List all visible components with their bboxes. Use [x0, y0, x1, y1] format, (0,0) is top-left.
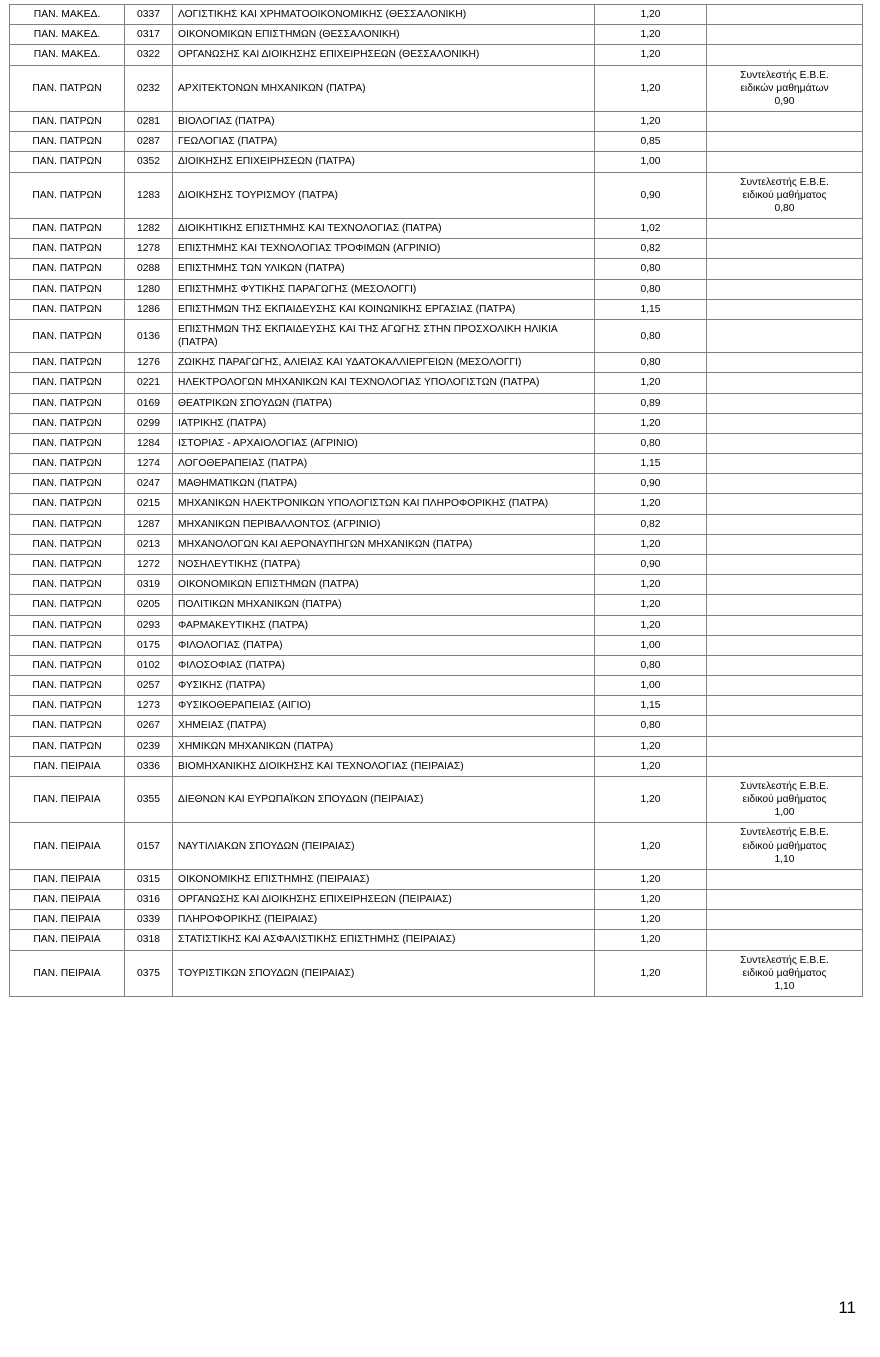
- institution-cell: ΠΑΝ. ΠΑΤΡΩΝ: [10, 736, 125, 756]
- coefficient-cell: 1,20: [595, 756, 707, 776]
- department-name-cell: ΕΠΙΣΤΗΜΗΣ ΦΥΤΙΚΗΣ ΠΑΡΑΓΩΓΗΣ (ΜΕΣΟΛΟΓΓΙ): [173, 279, 595, 299]
- coefficient-cell: 1,15: [595, 299, 707, 319]
- table-row: [10, 474, 863, 494]
- table-row: [10, 172, 863, 219]
- remarks-cell: [707, 575, 863, 595]
- remarks-cell: [707, 776, 863, 823]
- department-code-cell: 0157: [125, 823, 173, 870]
- department-code-cell: 0215: [125, 494, 173, 514]
- remarks-cell: [707, 65, 863, 112]
- coefficient-cell: 1,20: [595, 930, 707, 950]
- department-name-cell: ΠΟΛΙΤΙΚΩΝ ΜΗΧΑΝΙΚΩΝ (ΠΑΤΡΑ): [173, 595, 595, 615]
- remarks-cell: [707, 716, 863, 736]
- institution-cell: ΠΑΝ. ΠΕΙΡΑΙΑ: [10, 869, 125, 889]
- remarks-line: 0,80: [774, 202, 795, 214]
- institution-cell: ΠΑΝ. ΠΑΤΡΩΝ: [10, 494, 125, 514]
- table-row: [10, 279, 863, 299]
- table-row: [10, 635, 863, 655]
- table-row: [10, 25, 863, 45]
- department-name-cell: ΕΠΙΣΤΗΜΩΝ ΤΗΣ ΕΚΠΑΙΔΕΥΣΗΣ ΚΑΙ ΚΟΙΝΩΝΙΚΗΣ ΕΡΓΑΣΙΑΣ (ΠΑΤΡΑ): [173, 299, 595, 319]
- coefficient-cell: 0,80: [595, 433, 707, 453]
- department-code-cell: 0287: [125, 132, 173, 152]
- remarks-cell: [707, 534, 863, 554]
- coefficient-cell: 1,00: [595, 676, 707, 696]
- department-code-cell: 0316: [125, 890, 173, 910]
- table-row: [10, 910, 863, 930]
- table-row: [10, 890, 863, 910]
- department-name-cell: ΦΥΣΙΚΗΣ (ΠΑΤΡΑ): [173, 676, 595, 696]
- institution-cell: ΠΑΝ. ΠΑΤΡΩΝ: [10, 514, 125, 534]
- institution-cell: ΠΑΝ. ΠΕΙΡΑΙΑ: [10, 910, 125, 930]
- table-row: [10, 756, 863, 776]
- coefficient-cell: 1,20: [595, 823, 707, 870]
- department-name-cell: ΙΣΤΟΡΙΑΣ - ΑΡΧΑΙΟΛΟΓΙΑΣ (ΑΓΡΙΝΙΟ): [173, 433, 595, 453]
- institution-cell: ΠΑΝ. ΠΕΙΡΑΙΑ: [10, 950, 125, 997]
- table-row: [10, 575, 863, 595]
- remarks-cell: [707, 299, 863, 319]
- coefficient-cell: 0,80: [595, 279, 707, 299]
- department-name-cell: ΕΠΙΣΤΗΜΗΣ ΚΑΙ ΤΕΧΝΟΛΟΓΙΑΣ ΤΡΟΦΙΜΩΝ (ΑΓΡΙΝΙΟ): [173, 239, 595, 259]
- institution-cell: ΠΑΝ. ΠΕΙΡΑΙΑ: [10, 756, 125, 776]
- table-row: [10, 554, 863, 574]
- table-row: [10, 716, 863, 736]
- table-row: [10, 494, 863, 514]
- coefficient-cell: 1,20: [595, 575, 707, 595]
- table-row: [10, 65, 863, 112]
- institution-cell: ΠΑΝ. ΠΑΤΡΩΝ: [10, 534, 125, 554]
- remarks-cell: [707, 319, 863, 352]
- institution-cell: ΠΑΝ. ΠΑΤΡΩΝ: [10, 353, 125, 373]
- coefficient-cell: 0,90: [595, 474, 707, 494]
- remarks-cell: [707, 890, 863, 910]
- remarks-line: Συντελεστής Ε.Β.Ε.: [740, 780, 829, 792]
- table-row: [10, 950, 863, 997]
- table-row: [10, 299, 863, 319]
- remarks-cell: [707, 910, 863, 930]
- department-code-cell: 0375: [125, 950, 173, 997]
- remarks-cell: [707, 696, 863, 716]
- department-name-cell: ΜΗΧΑΝΟΛΟΓΩΝ ΚΑΙ ΑΕΡΟΝΑΥΠΗΓΩΝ ΜΗΧΑΝΙΚΩΝ (ΠΑΤΡΑ): [173, 534, 595, 554]
- table-row: [10, 152, 863, 172]
- remarks-line: 1,00: [774, 807, 795, 819]
- institution-cell: ΠΑΝ. ΠΑΤΡΩΝ: [10, 575, 125, 595]
- department-code-cell: 0336: [125, 756, 173, 776]
- remarks-cell: [707, 554, 863, 574]
- coefficient-cell: 1,20: [595, 736, 707, 756]
- department-code-cell: 0318: [125, 930, 173, 950]
- remarks-line: ειδικού μαθήματος: [742, 189, 827, 201]
- department-code-cell: 0102: [125, 655, 173, 675]
- institution-cell: ΠΑΝ. ΠΑΤΡΩΝ: [10, 299, 125, 319]
- department-code-cell: 0136: [125, 319, 173, 352]
- table-row: [10, 696, 863, 716]
- table-row: [10, 534, 863, 554]
- coefficient-cell: 0,80: [595, 319, 707, 352]
- institution-cell: ΠΑΝ. ΠΑΤΡΩΝ: [10, 595, 125, 615]
- coefficient-cell: 1,20: [595, 373, 707, 393]
- department-code-cell: 0247: [125, 474, 173, 494]
- department-name-cell: ΔΙΟΙΚΗΣΗΣ ΕΠΙΧΕΙΡΗΣΕΩΝ (ΠΑΤΡΑ): [173, 152, 595, 172]
- remarks-line: 0,90: [774, 95, 795, 107]
- table-row: [10, 112, 863, 132]
- institution-cell: ΠΑΝ. ΠΕΙΡΑΙΑ: [10, 776, 125, 823]
- remarks-cell: [707, 494, 863, 514]
- department-code-cell: 0257: [125, 676, 173, 696]
- table-row: [10, 615, 863, 635]
- department-name-cell: ΔΙΟΙΚΗΣΗΣ ΤΟΥΡΙΣΜΟΥ (ΠΑΤΡΑ): [173, 172, 595, 219]
- department-code-cell: 1280: [125, 279, 173, 299]
- department-code-cell: 0267: [125, 716, 173, 736]
- department-name-cell: ΑΡΧΙΤΕΚΤΟΝΩΝ ΜΗΧΑΝΙΚΩΝ (ΠΑΤΡΑ): [173, 65, 595, 112]
- remarks-line: ειδικού μαθήματος: [742, 794, 827, 806]
- institution-cell: ΠΑΝ. ΠΑΤΡΩΝ: [10, 413, 125, 433]
- remarks-cell: [707, 353, 863, 373]
- coefficient-cell: 0,82: [595, 514, 707, 534]
- department-code-cell: 0322: [125, 45, 173, 65]
- table-row: [10, 45, 863, 65]
- department-name-cell: ΦΑΡΜΑΚΕΥΤΙΚΗΣ (ΠΑΤΡΑ): [173, 615, 595, 635]
- university-departments-table: [9, 4, 863, 997]
- department-name-cell: ΦΥΣΙΚΟΘΕΡΑΠΕΙΑΣ (ΑΙΓΙΟ): [173, 696, 595, 716]
- department-code-cell: 0175: [125, 635, 173, 655]
- coefficient-cell: 0,85: [595, 132, 707, 152]
- institution-cell: ΠΑΝ. ΠΑΤΡΩΝ: [10, 319, 125, 352]
- remarks-cell: [707, 413, 863, 433]
- department-code-cell: 0232: [125, 65, 173, 112]
- department-name-cell: ΜΗΧΑΝΙΚΩΝ ΗΛΕΚΤΡΟΝΙΚΩΝ ΥΠΟΛΟΓΙΣΤΩΝ ΚΑΙ ΠΛΗΡΟΦΟΡΙΚΗΣ (ΠΑΤΡΑ): [173, 494, 595, 514]
- table-row: [10, 676, 863, 696]
- department-code-cell: 0319: [125, 575, 173, 595]
- institution-cell: ΠΑΝ. ΠΑΤΡΩΝ: [10, 676, 125, 696]
- table-row: [10, 776, 863, 823]
- coefficient-cell: 0,90: [595, 172, 707, 219]
- remarks-cell: [707, 5, 863, 25]
- remarks-cell: [707, 25, 863, 45]
- remarks-line: 1,10: [774, 980, 795, 992]
- department-code-cell: 1273: [125, 696, 173, 716]
- remarks-cell: [707, 433, 863, 453]
- table-row: [10, 373, 863, 393]
- coefficient-cell: 1,00: [595, 152, 707, 172]
- table-row: [10, 319, 863, 352]
- institution-cell: ΠΑΝ. ΠΑΤΡΩΝ: [10, 172, 125, 219]
- table-row: [10, 353, 863, 373]
- coefficient-cell: 1,20: [595, 595, 707, 615]
- coefficient-cell: 1,00: [595, 635, 707, 655]
- remarks-cell: [707, 655, 863, 675]
- remarks-cell: [707, 373, 863, 393]
- department-code-cell: 0221: [125, 373, 173, 393]
- coefficient-cell: 1,20: [595, 5, 707, 25]
- table-row: [10, 393, 863, 413]
- coefficient-cell: 1,15: [595, 696, 707, 716]
- department-name-cell: ΔΙΟΙΚΗΤΙΚΗΣ ΕΠΙΣΤΗΜΗΣ ΚΑΙ ΤΕΧΝΟΛΟΓΙΑΣ (ΠΑΤΡΑ): [173, 219, 595, 239]
- department-code-cell: 0281: [125, 112, 173, 132]
- department-name-cell: ΛΟΓΟΘΕΡΑΠΕΙΑΣ (ΠΑΤΡΑ): [173, 454, 595, 474]
- remarks-cell: [707, 279, 863, 299]
- institution-cell: ΠΑΝ. ΠΑΤΡΩΝ: [10, 615, 125, 635]
- remarks-cell: [707, 259, 863, 279]
- department-name-cell: ΟΡΓΑΝΩΣΗΣ ΚΑΙ ΔΙΟΙΚΗΣΗΣ ΕΠΙΧΕΙΡΗΣΕΩΝ (ΘΕΣΣΑΛΟΝΙΚΗ): [173, 45, 595, 65]
- department-name-cell: ΔΙΕΘΝΩΝ ΚΑΙ ΕΥΡΩΠΑΪΚΩΝ ΣΠΟΥΔΩΝ (ΠΕΙΡΑΙΑΣ): [173, 776, 595, 823]
- remarks-cell: [707, 152, 863, 172]
- coefficient-cell: 1,20: [595, 869, 707, 889]
- department-code-cell: 0299: [125, 413, 173, 433]
- department-code-cell: 0337: [125, 5, 173, 25]
- institution-cell: ΠΑΝ. ΜΑΚΕΔ.: [10, 25, 125, 45]
- department-name-cell: ΝΟΣΗΛΕΥΤΙΚΗΣ (ΠΑΤΡΑ): [173, 554, 595, 574]
- department-name-cell: ΕΠΙΣΤΗΜΗΣ ΤΩΝ ΥΛΙΚΩΝ (ΠΑΤΡΑ): [173, 259, 595, 279]
- department-name-cell: ΒΙΟΜΗΧΑΝΙΚΗΣ ΔΙΟΙΚΗΣΗΣ ΚΑΙ ΤΕΧΝΟΛΟΓΙΑΣ (ΠΕΙΡΑΙΑΣ): [173, 756, 595, 776]
- institution-cell: ΠΑΝ. ΠΑΤΡΩΝ: [10, 132, 125, 152]
- page-number: 11: [838, 1298, 856, 1317]
- table-row: [10, 132, 863, 152]
- institution-cell: ΠΑΝ. ΜΑΚΕΔ.: [10, 5, 125, 25]
- department-code-cell: 0315: [125, 869, 173, 889]
- department-name-cell: ΖΩΙΚΗΣ ΠΑΡΑΓΩΓΗΣ, ΑΛΙΕΙΑΣ ΚΑΙ ΥΔΑΤΟΚΑΛΛΙΕΡΓΕΙΩΝ (ΜΕΣΟΛΟΓΓΙ): [173, 353, 595, 373]
- table-row: [10, 259, 863, 279]
- table-row: [10, 219, 863, 239]
- remarks-cell: [707, 869, 863, 889]
- remarks-line: 1,10: [774, 853, 795, 865]
- remarks-cell: [707, 112, 863, 132]
- department-name-cell: ΧΗΜΙΚΩΝ ΜΗΧΑΝΙΚΩΝ (ΠΑΤΡΑ): [173, 736, 595, 756]
- table-row: [10, 595, 863, 615]
- table-row: [10, 413, 863, 433]
- department-name-cell: ΟΙΚΟΝΟΜΙΚΩΝ ΕΠΙΣΤΗΜΩΝ (ΠΑΤΡΑ): [173, 575, 595, 595]
- department-name-cell: ΟΙΚΟΝΟΜΙΚΗΣ ΕΠΙΣΤΗΜΗΣ (ΠΕΙΡΑΙΑΣ): [173, 869, 595, 889]
- remarks-line: ειδικών μαθημάτων: [740, 82, 829, 94]
- table-row: [10, 869, 863, 889]
- coefficient-cell: 0,90: [595, 554, 707, 574]
- coefficient-cell: 0,80: [595, 259, 707, 279]
- department-code-cell: 1286: [125, 299, 173, 319]
- remarks-cell: [707, 615, 863, 635]
- department-name-cell: ΘΕΑΤΡΙΚΩΝ ΣΠΟΥΔΩΝ (ΠΑΤΡΑ): [173, 393, 595, 413]
- department-name-cell: ΦΙΛΟΛΟΓΙΑΣ (ΠΑΤΡΑ): [173, 635, 595, 655]
- department-name-cell: ΕΠΙΣΤΗΜΩΝ ΤΗΣ ΕΚΠΑΙΔΕΥΣΗΣ ΚΑΙ ΤΗΣ ΑΓΩΓΗΣ ΣΤΗΝ ΠΡΟΣΧΟΛΙΚΗ ΗΛΙΚΙΑ (ΠΑΤΡΑ): [173, 319, 595, 352]
- department-code-cell: 0288: [125, 259, 173, 279]
- department-name-cell: ΛΟΓΙΣΤΙΚΗΣ ΚΑΙ ΧΡΗΜΑΤΟΟΙΚΟΝΟΜΙΚΗΣ (ΘΕΣΣΑΛΟΝΙΚΗ): [173, 5, 595, 25]
- institution-cell: ΠΑΝ. ΠΑΤΡΩΝ: [10, 454, 125, 474]
- department-code-cell: 1276: [125, 353, 173, 373]
- remarks-cell: [707, 172, 863, 219]
- department-name-cell: ΦΙΛΟΣΟΦΙΑΣ (ΠΑΤΡΑ): [173, 655, 595, 675]
- remarks-cell: [707, 595, 863, 615]
- institution-cell: ΠΑΝ. ΜΑΚΕΔ.: [10, 45, 125, 65]
- department-code-cell: 1282: [125, 219, 173, 239]
- institution-cell: ΠΑΝ. ΠΑΤΡΩΝ: [10, 635, 125, 655]
- coefficient-cell: 1,20: [595, 45, 707, 65]
- coefficient-cell: 1,20: [595, 890, 707, 910]
- remarks-cell: [707, 736, 863, 756]
- institution-cell: ΠΑΝ. ΠΕΙΡΑΙΑ: [10, 890, 125, 910]
- institution-cell: ΠΑΝ. ΠΑΤΡΩΝ: [10, 474, 125, 494]
- institution-cell: ΠΑΝ. ΠΑΤΡΩΝ: [10, 655, 125, 675]
- remarks-cell: [707, 930, 863, 950]
- coefficient-cell: 0,82: [595, 239, 707, 259]
- institution-cell: ΠΑΝ. ΠΑΤΡΩΝ: [10, 696, 125, 716]
- department-name-cell: ΜΗΧΑΝΙΚΩΝ ΠΕΡΙΒΑΛΛΟΝΤΟΣ (ΑΓΡΙΝΙΟ): [173, 514, 595, 534]
- institution-cell: ΠΑΝ. ΠΑΤΡΩΝ: [10, 716, 125, 736]
- coefficient-cell: 0,80: [595, 716, 707, 736]
- remarks-cell: [707, 45, 863, 65]
- coefficient-cell: 0,89: [595, 393, 707, 413]
- coefficient-cell: 1,15: [595, 454, 707, 474]
- remarks-line: Συντελεστής Ε.Β.Ε.: [740, 827, 829, 839]
- department-name-cell: ΣΤΑΤΙΣΤΙΚΗΣ ΚΑΙ ΑΣΦΑΛΙΣΤΙΚΗΣ ΕΠΙΣΤΗΜΗΣ (ΠΕΙΡΑΙΑΣ): [173, 930, 595, 950]
- department-code-cell: 1284: [125, 433, 173, 453]
- remarks-cell: [707, 474, 863, 494]
- table-row: [10, 823, 863, 870]
- remarks-line: Συντελεστής Ε.Β.Ε.: [740, 954, 829, 966]
- coefficient-cell: 1,20: [595, 615, 707, 635]
- department-name-cell: ΟΙΚΟΝΟΜΙΚΩΝ ΕΠΙΣΤΗΜΩΝ (ΘΕΣΣΑΛΟΝΙΚΗ): [173, 25, 595, 45]
- table-row: [10, 736, 863, 756]
- remarks-line: ειδικού μαθήματος: [742, 967, 827, 979]
- remarks-line: Συντελεστής Ε.Β.Ε.: [740, 69, 829, 81]
- coefficient-cell: 1,20: [595, 112, 707, 132]
- remarks-cell: [707, 635, 863, 655]
- department-code-cell: 1287: [125, 514, 173, 534]
- department-code-cell: 0293: [125, 615, 173, 635]
- department-name-cell: ΧΗΜΕΙΑΣ (ΠΑΤΡΑ): [173, 716, 595, 736]
- department-code-cell: 1278: [125, 239, 173, 259]
- institution-cell: ΠΑΝ. ΠΑΤΡΩΝ: [10, 279, 125, 299]
- coefficient-cell: 1,20: [595, 25, 707, 45]
- remarks-cell: [707, 132, 863, 152]
- institution-cell: ΠΑΝ. ΠΕΙΡΑΙΑ: [10, 823, 125, 870]
- department-code-cell: 0352: [125, 152, 173, 172]
- remarks-cell: [707, 823, 863, 870]
- institution-cell: ΠΑΝ. ΠΑΤΡΩΝ: [10, 554, 125, 574]
- remarks-cell: [707, 756, 863, 776]
- coefficient-cell: 1,20: [595, 494, 707, 514]
- remarks-cell: [707, 950, 863, 997]
- coefficient-cell: 1,20: [595, 776, 707, 823]
- department-code-cell: 0317: [125, 25, 173, 45]
- institution-cell: ΠΑΝ. ΠΑΤΡΩΝ: [10, 239, 125, 259]
- institution-cell: ΠΑΝ. ΠΑΤΡΩΝ: [10, 393, 125, 413]
- coefficient-cell: 1,20: [595, 65, 707, 112]
- remarks-cell: [707, 676, 863, 696]
- department-name-cell: ΤΟΥΡΙΣΤΙΚΩΝ ΣΠΟΥΔΩΝ (ΠΕΙΡΑΙΑΣ): [173, 950, 595, 997]
- table-row: [10, 454, 863, 474]
- institution-cell: ΠΑΝ. ΠΑΤΡΩΝ: [10, 259, 125, 279]
- department-code-cell: 1283: [125, 172, 173, 219]
- remarks-cell: [707, 219, 863, 239]
- department-name-cell: ΠΛΗΡΟΦΟΡΙΚΗΣ (ΠΕΙΡΑΙΑΣ): [173, 910, 595, 930]
- coefficient-cell: 1,02: [595, 219, 707, 239]
- department-code-cell: 0355: [125, 776, 173, 823]
- department-name-cell: ΜΑΘΗΜΑΤΙΚΩΝ (ΠΑΤΡΑ): [173, 474, 595, 494]
- coefficient-cell: 0,80: [595, 655, 707, 675]
- remarks-line: ειδικού μαθήματος: [742, 840, 827, 852]
- department-name-cell: ΙΑΤΡΙΚΗΣ (ΠΑΤΡΑ): [173, 413, 595, 433]
- institution-cell: ΠΑΝ. ΠΑΤΡΩΝ: [10, 433, 125, 453]
- institution-cell: ΠΑΝ. ΠΑΤΡΩΝ: [10, 65, 125, 112]
- table-row: [10, 930, 863, 950]
- department-name-cell: ΒΙΟΛΟΓΙΑΣ (ΠΑΤΡΑ): [173, 112, 595, 132]
- department-code-cell: 0213: [125, 534, 173, 554]
- table-row: [10, 239, 863, 259]
- remarks-cell: [707, 239, 863, 259]
- remarks-cell: [707, 393, 863, 413]
- coefficient-cell: 1,20: [595, 910, 707, 930]
- coefficient-cell: 0,80: [595, 353, 707, 373]
- department-code-cell: 1274: [125, 454, 173, 474]
- remarks-cell: [707, 454, 863, 474]
- coefficient-cell: 1,20: [595, 950, 707, 997]
- coefficient-cell: 1,20: [595, 534, 707, 554]
- table-row: [10, 5, 863, 25]
- department-code-cell: 0239: [125, 736, 173, 756]
- remarks-line: Συντελεστής Ε.Β.Ε.: [740, 176, 829, 188]
- department-name-cell: ΟΡΓΑΝΩΣΗΣ ΚΑΙ ΔΙΟΙΚΗΣΗΣ ΕΠΙΧΕΙΡΗΣΕΩΝ (ΠΕΙΡΑΙΑΣ): [173, 890, 595, 910]
- table-row: [10, 433, 863, 453]
- department-name-cell: ΓΕΩΛΟΓΙΑΣ (ΠΑΤΡΑ): [173, 132, 595, 152]
- department-name-cell: ΗΛΕΚΤΡΟΛΟΓΩΝ ΜΗΧΑΝΙΚΩΝ ΚΑΙ ΤΕΧΝΟΛΟΓΙΑΣ ΥΠΟΛΟΓΙΣΤΩΝ (ΠΑΤΡΑ): [173, 373, 595, 393]
- institution-cell: ΠΑΝ. ΠΑΤΡΩΝ: [10, 152, 125, 172]
- table-body: [10, 5, 863, 997]
- table-row: [10, 655, 863, 675]
- institution-cell: ΠΑΝ. ΠΑΤΡΩΝ: [10, 219, 125, 239]
- table-row: [10, 514, 863, 534]
- remarks-cell: [707, 514, 863, 534]
- department-code-cell: 1272: [125, 554, 173, 574]
- department-name-cell: ΝΑΥΤΙΛΙΑΚΩΝ ΣΠΟΥΔΩΝ (ΠΕΙΡΑΙΑΣ): [173, 823, 595, 870]
- department-code-cell: 0205: [125, 595, 173, 615]
- department-code-cell: 0339: [125, 910, 173, 930]
- institution-cell: ΠΑΝ. ΠΑΤΡΩΝ: [10, 373, 125, 393]
- coefficient-cell: 1,20: [595, 413, 707, 433]
- department-code-cell: 0169: [125, 393, 173, 413]
- institution-cell: ΠΑΝ. ΠΑΤΡΩΝ: [10, 112, 125, 132]
- institution-cell: ΠΑΝ. ΠΕΙΡΑΙΑ: [10, 930, 125, 950]
